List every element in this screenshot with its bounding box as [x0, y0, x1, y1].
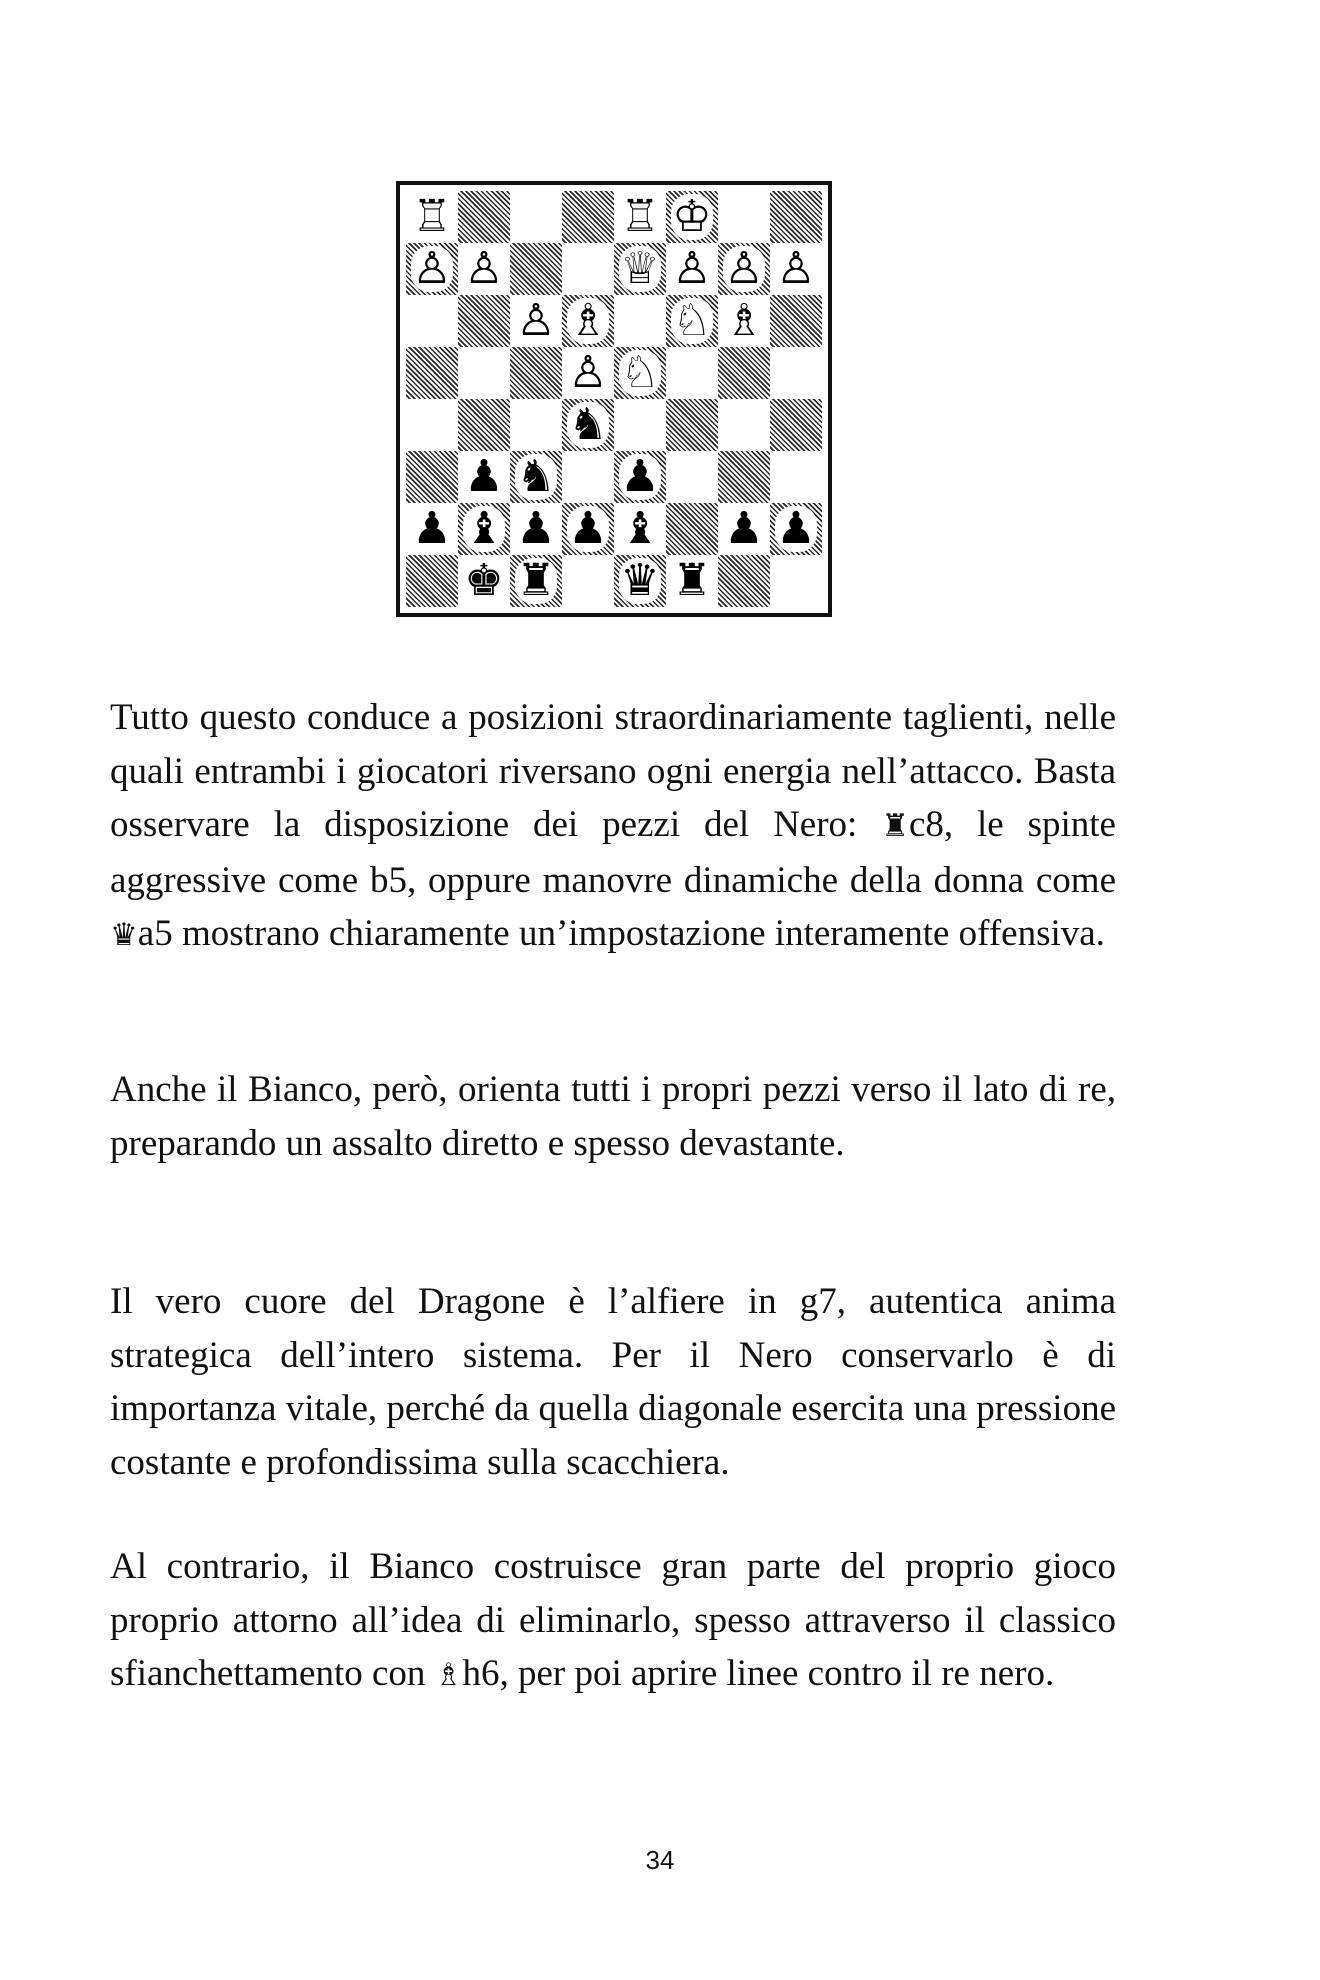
square-f3 — [666, 451, 718, 503]
p1-text-c: a5 mostrano chiaramente un’impostazione interamente offensiva. — [137, 913, 1105, 954]
square-d4 — [562, 399, 614, 451]
square-h5 — [770, 347, 822, 399]
square-d8 — [562, 191, 614, 243]
square-g3 — [718, 451, 770, 503]
square-b8 — [458, 191, 510, 243]
black-pawn-icon: ♟ — [568, 503, 608, 554]
white-knight-icon: ♘ — [620, 347, 660, 398]
square-c8 — [510, 191, 562, 243]
white-pawn-icon: ♙ — [412, 243, 452, 294]
white-pawn-icon: ♙ — [568, 347, 608, 398]
square-h4 — [770, 399, 822, 451]
chess-diagram — [396, 181, 832, 617]
black-pawn-icon: ♟ — [516, 503, 556, 554]
p4-text-b: h6, per poi aprire linee contro il re nero. — [462, 1653, 1055, 1694]
square-b6 — [458, 295, 510, 347]
black-pawn-icon: ♟ — [464, 451, 504, 502]
square-c2 — [510, 503, 562, 555]
white-king-icon: ♔ — [672, 191, 712, 242]
square-c1 — [510, 555, 562, 607]
square-e5 — [614, 347, 666, 399]
paragraph-3 — [110, 1275, 1116, 1489]
white-pawn-icon: ♙ — [516, 295, 556, 346]
square-h6 — [770, 295, 822, 347]
square-d6 — [562, 295, 614, 347]
white-bishop-icon: ♗ — [724, 295, 764, 346]
black-rook-icon: ♜ — [516, 555, 556, 606]
black-pawn-icon: ♟ — [724, 503, 764, 554]
square-d5 — [562, 347, 614, 399]
square-g5 — [718, 347, 770, 399]
square-e2 — [614, 503, 666, 555]
square-h1 — [770, 555, 822, 607]
square-d1 — [562, 555, 614, 607]
square-h7 — [770, 243, 822, 295]
square-h2 — [770, 503, 822, 555]
square-a3 — [406, 451, 458, 503]
square-e8 — [614, 191, 666, 243]
black-queen-icon: ♛ — [620, 555, 660, 606]
square-c3 — [510, 451, 562, 503]
black-pawn-icon: ♟ — [776, 503, 816, 554]
black-knight-icon: ♞ — [516, 451, 556, 502]
square-f7 — [666, 243, 718, 295]
square-b3 — [458, 451, 510, 503]
square-h8 — [770, 191, 822, 243]
square-d2 — [562, 503, 614, 555]
p4-text-a: Al contrario, il Bianco costruisce gran parte del proprio gioco proprio attorno all’idea di eliminarlo, spesso attraverso il classico sfianchettamento con — [110, 1546, 1116, 1694]
square-c4 — [510, 399, 562, 451]
square-f8 — [666, 191, 718, 243]
square-f6 — [666, 295, 718, 347]
square-f4 — [666, 399, 718, 451]
black-pawn-icon: ♟ — [412, 503, 452, 554]
square-a6 — [406, 295, 458, 347]
square-c7 — [510, 243, 562, 295]
white-queen-icon: ♕ — [620, 243, 660, 294]
white-pawn-icon: ♙ — [776, 243, 816, 294]
square-e1 — [614, 555, 666, 607]
square-a2 — [406, 503, 458, 555]
square-a8 — [406, 191, 458, 243]
square-h3 — [770, 451, 822, 503]
square-e4 — [614, 399, 666, 451]
paragraph-4 — [110, 1540, 1116, 1703]
square-g8 — [718, 191, 770, 243]
black-bishop-icon: ♝ — [620, 503, 660, 554]
white-bishop-icon: ♗ — [568, 295, 608, 346]
square-c6 — [510, 295, 562, 347]
square-a7 — [406, 243, 458, 295]
page-number: 34 — [645, 1845, 675, 1875]
square-g1 — [718, 555, 770, 607]
square-g2 — [718, 503, 770, 555]
square-g6 — [718, 295, 770, 347]
chessboard — [406, 191, 822, 607]
square-a5 — [406, 347, 458, 399]
black-rook-figurine: ♜ — [881, 808, 909, 844]
square-g7 — [718, 243, 770, 295]
square-e7 — [614, 243, 666, 295]
black-bishop-icon: ♝ — [464, 503, 504, 554]
white-pawn-icon: ♙ — [724, 243, 764, 294]
square-e6 — [614, 295, 666, 347]
p1-text-a: Tutto questo conduce a posizioni straordinariamente taglienti, nelle quali entrambi i giocatori riversano ogni energia nell’attacco. Basta osservare la disposizione dei pezzi del Nero: — [110, 697, 1116, 845]
square-b4 — [458, 399, 510, 451]
white-bishop-figurine: ♗ — [434, 1657, 463, 1693]
black-king-icon: ♚ — [464, 555, 504, 606]
square-f1 — [666, 555, 718, 607]
black-pawn-icon: ♟ — [620, 451, 660, 502]
p1-text-b: c8, le spinte aggressive come b5, oppure manovre dinamiche della donna come — [110, 804, 1116, 901]
square-d7 — [562, 243, 614, 295]
white-pawn-icon: ♙ — [464, 243, 504, 294]
black-queen-figurine: ♛ — [110, 917, 138, 953]
square-b7 — [458, 243, 510, 295]
square-d3 — [562, 451, 614, 503]
square-f2 — [666, 503, 718, 555]
white-rook-icon: ♖ — [412, 191, 452, 242]
square-b5 — [458, 347, 510, 399]
white-rook-icon: ♖ — [620, 191, 660, 242]
black-rook-icon: ♜ — [672, 555, 712, 606]
square-a4 — [406, 399, 458, 451]
paragraph-1 — [110, 691, 1116, 963]
white-knight-icon: ♘ — [672, 295, 712, 346]
black-knight-icon: ♞ — [568, 399, 608, 450]
p3-text: Il vero cuore del Dragone è l’alfiere in g7, autentica anima strategica dell’intero sistema. Per il Nero conservarlo è di importanza vitale, perché da quella diagonale esercita una pressione costante e profondissima sulla scacchiera. — [110, 1281, 1116, 1483]
square-a1 — [406, 555, 458, 607]
paragraph-2 — [110, 1063, 1116, 1170]
square-g4 — [718, 399, 770, 451]
square-f5 — [666, 347, 718, 399]
square-b2 — [458, 503, 510, 555]
white-pawn-icon: ♙ — [672, 243, 712, 294]
p2-text: Anche il Bianco, però, orienta tutti i propri pezzi verso il lato di re, preparando un assalto diretto e spesso devastante. — [110, 1069, 1116, 1164]
square-e3 — [614, 451, 666, 503]
square-c5 — [510, 347, 562, 399]
square-b1 — [458, 555, 510, 607]
